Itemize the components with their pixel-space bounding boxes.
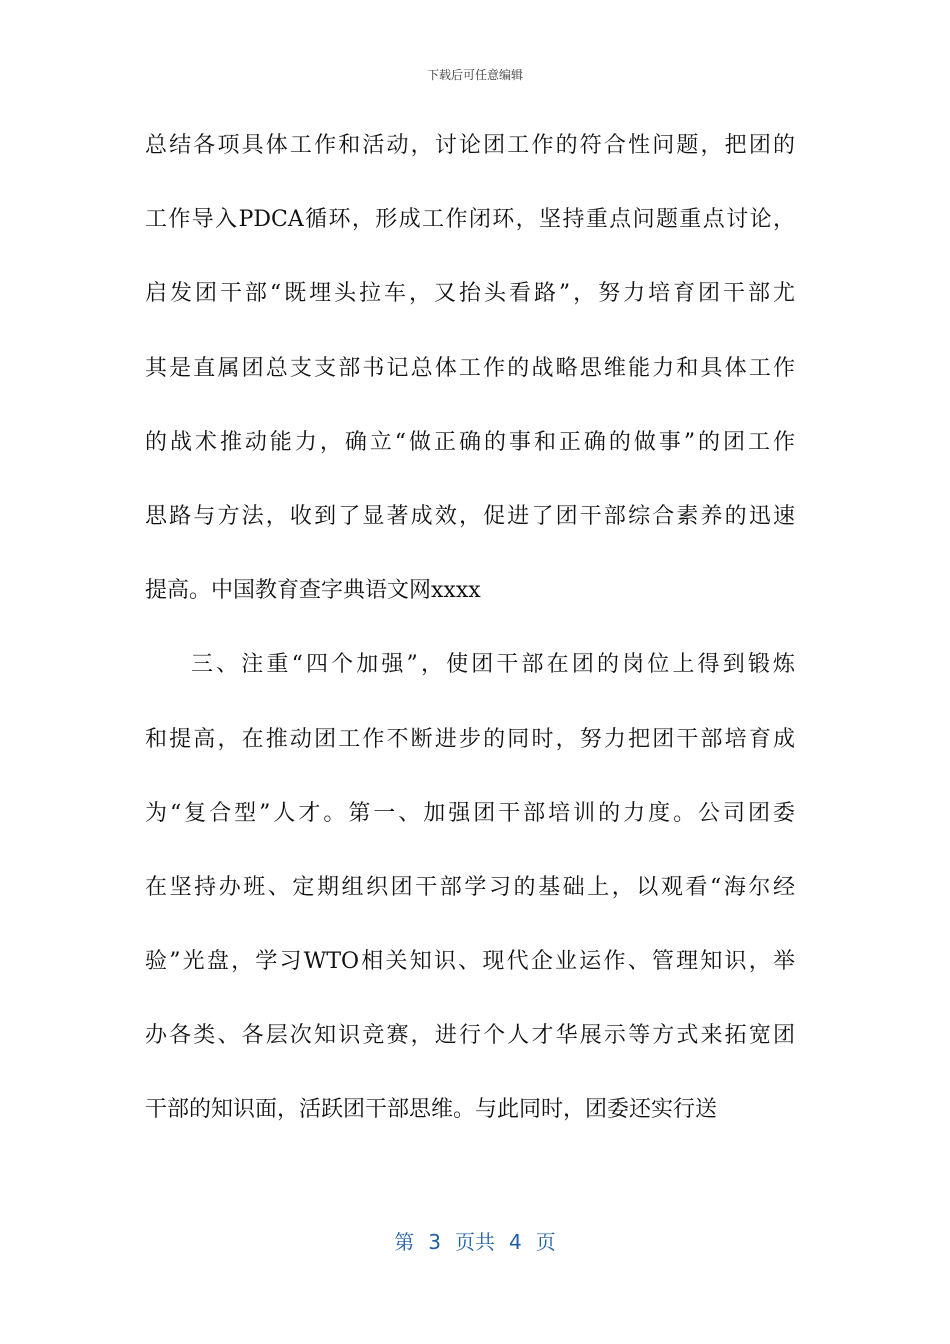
text-line: 启发团干部“既埋头拉车，又抬头看路”，努力培育团干部尤 xyxy=(145,281,795,307)
text-line: 思路与方法，收到了显著成效，促进了团干部综合素养的迅速 xyxy=(145,503,795,529)
footer-middle: 页共 xyxy=(455,1230,495,1254)
total-pages-number: 4 xyxy=(509,1230,522,1254)
page-header-note: 下载后可任意编辑 xyxy=(426,68,523,82)
text-line: 和提高，在推动团工作不断进步的同时，努力把团干部培育成 xyxy=(145,726,795,752)
paragraph-first-line: 三、注重“四个加强”，使团干部在团的岗位上得到锻炼 xyxy=(191,652,795,678)
text-line: 在坚持办班、定期组织团干部学习的基础上，以观看“海尔经 xyxy=(145,874,795,900)
document-body xyxy=(145,126,795,1165)
text-line: 提高。中国教育查字典语文网xxxx xyxy=(145,578,481,604)
text-line: 工作导入PDCA循环，形成工作闭环，坚持重点问题重点讨论， xyxy=(145,207,795,233)
current-page-number: 3 xyxy=(428,1230,441,1254)
footer-prefix: 第 xyxy=(394,1230,415,1254)
text-line: 为“复合型”人才。第一、加强团干部培训的力度。公司团委 xyxy=(145,800,795,826)
text-line: 办各类、各层次知识竞赛，进行个人才华展示等方式来拓宽团 xyxy=(145,1023,795,1049)
text-line: 干部的知识面，活跃团干部思维。与此同时，团委还实行送 xyxy=(145,1097,718,1123)
page-number-footer xyxy=(0,1226,950,1255)
text-line: 验”光盘，学习WTO相关知识、现代企业运作、管理知识，举 xyxy=(145,949,795,975)
text-line: 的战术推动能力，确立“做正确的事和正确的做事”的团工作 xyxy=(145,429,795,455)
text-line: 总结各项具体工作和活动，讨论团工作的符合性问题，把团的 xyxy=(145,133,795,158)
text-line: 其是直属团总支支部书记总体工作的战略思维能力和具体工作 xyxy=(145,355,795,381)
footer-suffix: 页 xyxy=(535,1230,556,1254)
